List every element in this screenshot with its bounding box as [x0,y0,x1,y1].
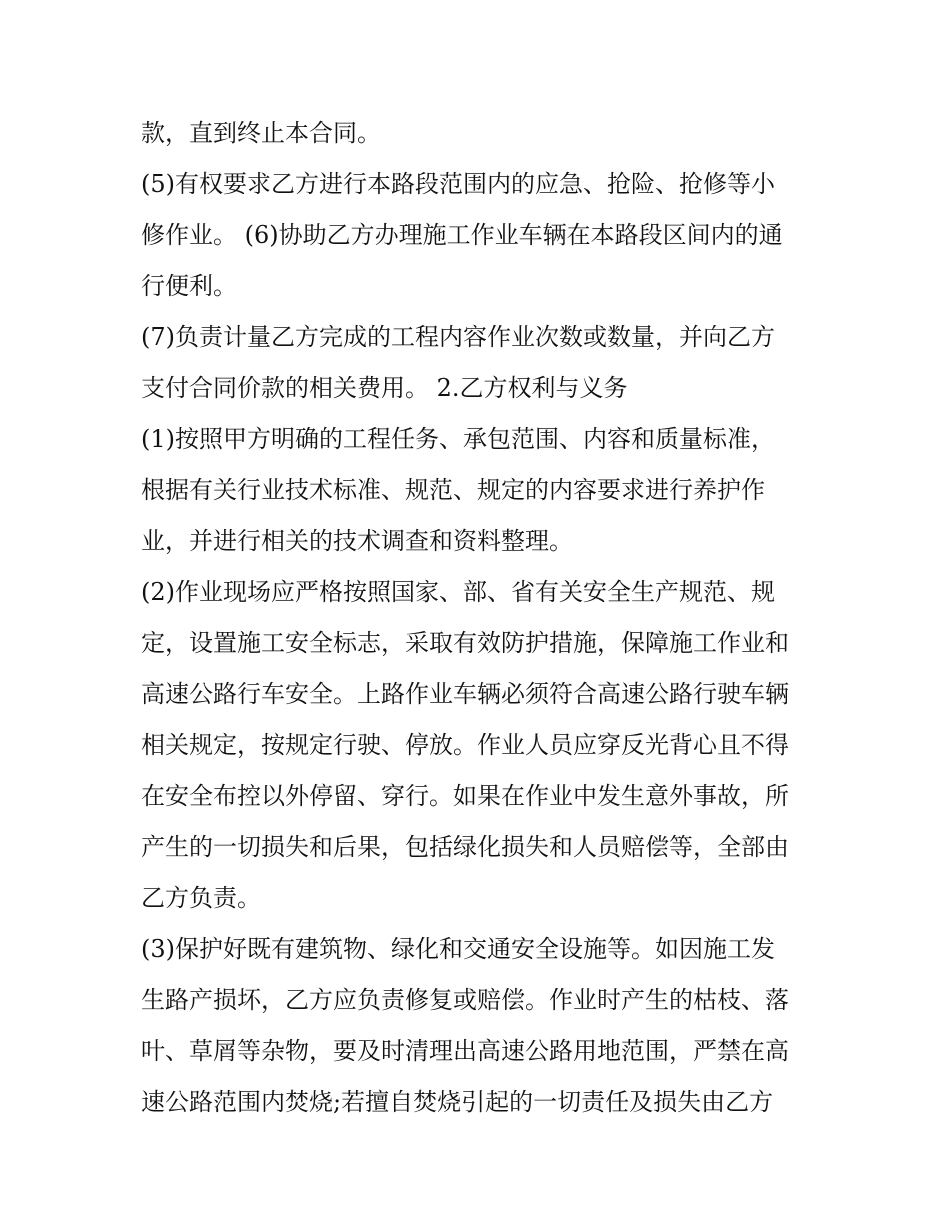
text-line: 修作业。 (6)协助乙方办理施工作业车辆在本路段区间内的通 [141,221,783,249]
text-line: 速公路范围内焚烧;若擅自焚烧引起的一切责任及损失由乙方 [141,1088,774,1116]
text-line: 乙方负责。 [141,884,261,912]
text-line: (7)负责计量乙方完成的工程内容作业次数或数量，并向乙方 [141,323,775,351]
text-line: 叶、草屑等杂物，要及时清理出高速公路用地范围，严禁在高 [141,1037,789,1065]
document-body [141,108,821,1128]
text-line: 生路产损坏，乙方应负责修复或赔偿。作业时产生的枯枝、落 [141,986,789,1014]
text-line: 款，直到终止本合同。 [141,119,381,147]
text-line: 产生的一切损失和后果，包括绿化损失和人员赔偿等，全部由 [141,833,789,861]
text-line: 相关规定，按规定行驶、停放。作业人员应穿反光背心且不得 [141,731,789,759]
text-line: 在安全布控以外停留、穿行。如果在作业中发生意外事故，所 [141,782,789,810]
text-line: 业，并进行相关的技术调查和资料整理。 [141,527,573,555]
text-line: 根据有关行业技术标准、规范、规定的内容要求进行养护作 [141,476,765,504]
text-line: (1)按照甲方明确的工程任务、承包范围、内容和质量标准， [141,425,775,453]
text-line: (3)保护好既有建筑物、绿化和交通安全设施等。如因施工发 [141,935,775,963]
text-line: (2)作业现场应严格按照国家、部、省有关安全生产规范、规 [141,578,775,606]
text-line: (5)有权要求乙方进行本路段范围内的应急、抢险、抢修等小 [141,170,775,198]
text-line: 支付合同价款的相关费用。 2.乙方权利与义务 [141,374,628,402]
text-line: 高速公路行车安全。上路作业车辆必须符合高速公路行驶车辆 [141,680,789,708]
text-line: 定，设置施工安全标志，采取有效防护措施，保障施工作业和 [141,629,789,657]
text-line: 行便利。 [141,272,237,300]
